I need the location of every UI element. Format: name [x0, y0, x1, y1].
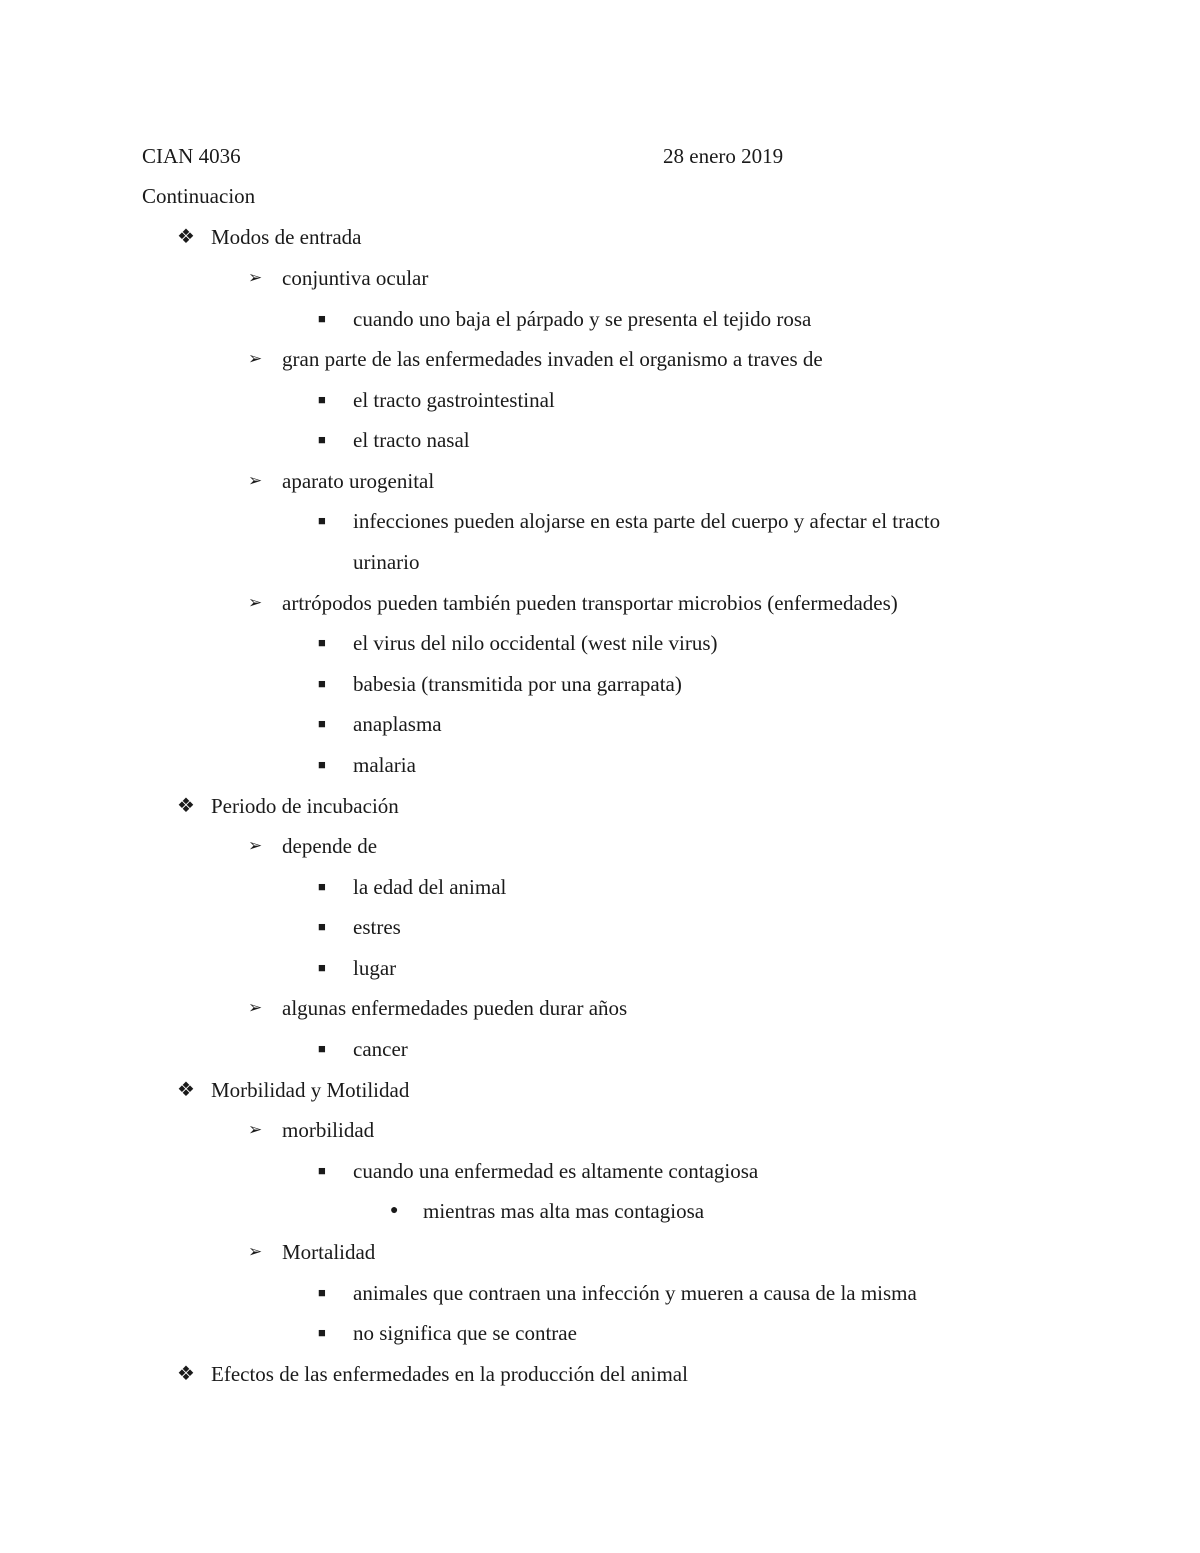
- section-heading: Modos de entrada: [211, 225, 362, 249]
- list-item: conjuntiva ocular: [282, 266, 429, 290]
- list-item: cancer: [353, 1037, 408, 1061]
- section-heading: Efectos de las enfermedades en la producción del animal: [211, 1362, 688, 1386]
- square-bullet-icon: ■: [318, 635, 326, 650]
- square-bullet-icon: ■: [318, 1041, 326, 1056]
- course-code: CIAN 4036: [142, 144, 241, 168]
- section-heading: Periodo de incubación: [211, 794, 399, 818]
- square-bullet-icon: ■: [318, 879, 326, 894]
- list-item: el tracto nasal: [353, 428, 470, 452]
- diamond-bullet-icon: ❖: [177, 226, 195, 248]
- list-item: lugar: [353, 956, 397, 980]
- list-item: la edad del animal: [353, 875, 507, 899]
- list-item: Mortalidad: [282, 1240, 376, 1264]
- square-bullet-icon: ■: [318, 1325, 326, 1340]
- square-bullet-icon: ■: [318, 919, 326, 934]
- list-item: malaria: [353, 753, 416, 777]
- diamond-bullet-icon: ❖: [177, 1079, 195, 1101]
- arrow-bullet-icon: ➢: [248, 836, 263, 855]
- square-bullet-icon: ■: [318, 432, 326, 447]
- square-bullet-icon: ■: [318, 716, 326, 731]
- square-bullet-icon: ■: [318, 1285, 326, 1300]
- list-item: algunas enfermedades pueden durar años: [282, 996, 628, 1020]
- list-item: cuando una enfermedad es altamente contagiosa: [353, 1159, 759, 1183]
- document-date: 28 enero 2019: [663, 144, 784, 168]
- document-subtitle: Continuacion: [142, 184, 256, 208]
- square-bullet-icon: ■: [318, 960, 326, 975]
- diamond-bullet-icon: ❖: [177, 795, 195, 817]
- list-item-continuation: urinario: [353, 550, 420, 574]
- list-item: babesia (transmitida por una garrapata): [353, 672, 682, 696]
- list-item: gran parte de las enfermedades invaden el organismo a traves de: [282, 347, 823, 371]
- list-item: animales que contraen una infección y mueren a causa de la misma: [353, 1281, 917, 1305]
- list-item: infecciones pueden alojarse en esta parte del cuerpo y afectar el tracto: [353, 509, 941, 533]
- list-item: mientras mas alta mas contagiosa: [423, 1199, 705, 1223]
- square-bullet-icon: ■: [318, 676, 326, 691]
- arrow-bullet-icon: ➢: [248, 349, 263, 368]
- square-bullet-icon: ■: [318, 392, 326, 407]
- list-item: no significa que se contrae: [353, 1321, 577, 1345]
- square-bullet-icon: ■: [318, 513, 326, 528]
- arrow-bullet-icon: ➢: [248, 471, 263, 490]
- list-item: cuando uno baja el párpado y se presenta el tejido rosa: [353, 307, 812, 331]
- list-item: anaplasma: [353, 712, 442, 736]
- arrow-bullet-icon: ➢: [248, 268, 263, 287]
- dot-bullet-icon: ●: [390, 1203, 399, 1218]
- square-bullet-icon: ■: [318, 311, 326, 326]
- list-item: el virus del nilo occidental (west nile virus): [353, 631, 718, 655]
- square-bullet-icon: ■: [318, 757, 326, 772]
- list-item: artrópodos pueden también pueden transportar microbios (enfermedades): [282, 591, 898, 615]
- list-item: estres: [353, 915, 401, 939]
- list-item: depende de: [282, 834, 378, 858]
- arrow-bullet-icon: ➢: [248, 593, 263, 612]
- section-heading: Morbilidad y Motilidad: [211, 1078, 410, 1102]
- arrow-bullet-icon: ➢: [248, 998, 263, 1017]
- diamond-bullet-icon: ❖: [177, 1363, 195, 1385]
- list-item: morbilidad: [282, 1118, 375, 1142]
- list-item: aparato urogenital: [282, 469, 435, 493]
- arrow-bullet-icon: ➢: [248, 1242, 263, 1261]
- square-bullet-icon: ■: [318, 1163, 326, 1178]
- list-item: el tracto gastrointestinal: [353, 388, 555, 412]
- arrow-bullet-icon: ➢: [248, 1120, 263, 1139]
